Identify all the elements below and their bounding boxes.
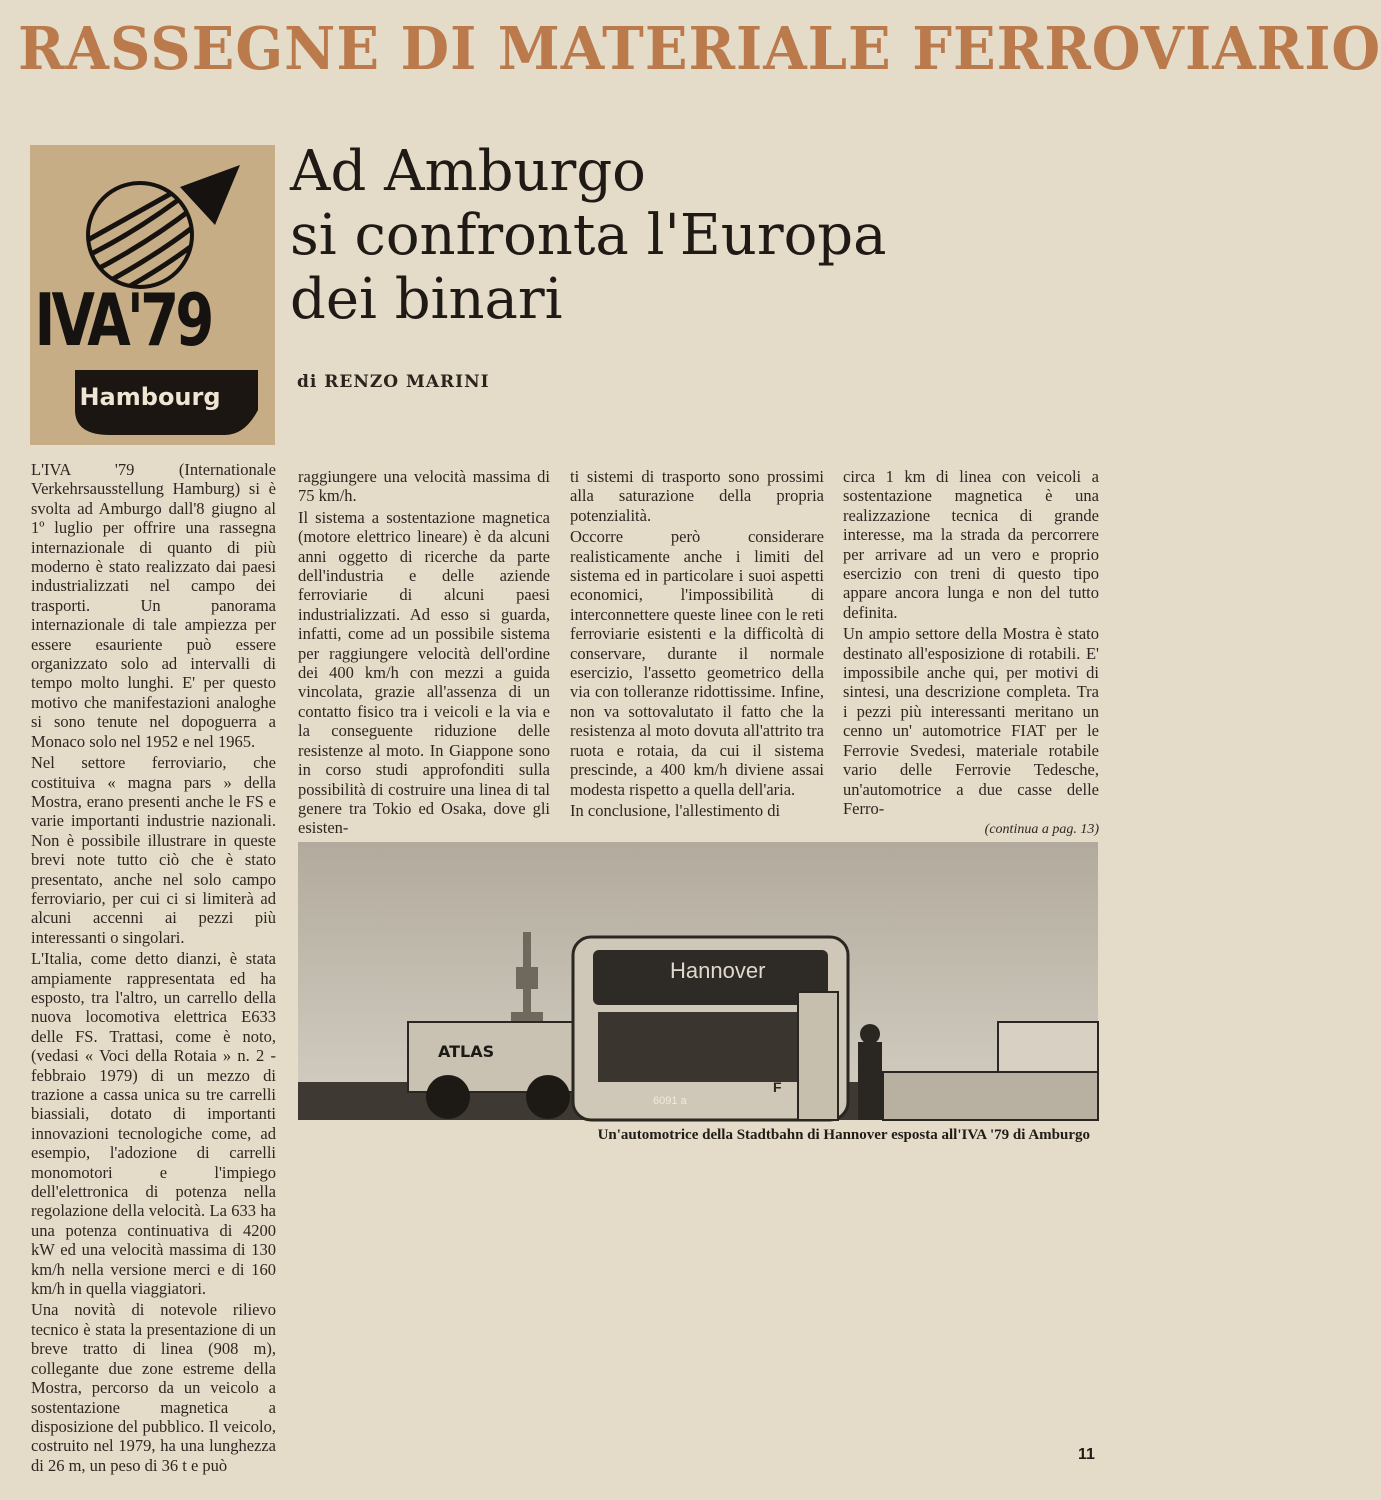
paragraph: In conclusione, l'allestimento di	[570, 800, 781, 820]
text-column-4	[843, 467, 1099, 842]
title-line: si confronta l'Europa	[290, 203, 887, 268]
title-line: Ad Amburgo	[290, 139, 646, 204]
tram-photo-image	[298, 842, 1098, 1120]
page-number: 11	[1078, 1446, 1095, 1463]
byline: di RENZO MARINI	[297, 372, 490, 392]
paragraph: L'IVA '79 (Internationale Verkehrsausstellung Hamburg) si è svolta ad Amburgo dall'8 giugno al 1º luglio per offrire una rassegna internazionale di quanto di più moderno è stato realizzato dai paesi industrializzati nel campo dei trasporti. Un panorama internazionale di tale ampiezza per essere esauriente può essere organizzato solo ad intervalli di tempo molto lunghi. E' per questo motivo che manifestazioni analoghe si sono tenute nel dopoguerra a Monaco solo nel 1952 e nel 1965.	[31, 460, 276, 751]
iva79-logo	[30, 145, 275, 445]
tram-photo	[298, 842, 1098, 1120]
paragraph: Un ampio settore della Mostra è stato destinato all'esposizione di rotabili. E' impossibile anche qui, per motivi di sintesi, una descrizione completa. Tra i pezzi più interessanti meritano un cenno un' automotrice FIAT per le Ferrovie Svedesi, materiale rotabile vario delle Ferrovie Tedesche, un'automotrice a due casse delle Ferro-	[843, 624, 1099, 818]
paragraph: circa 1 km di linea con veicoli a sostentazione magnetica è una realizzazione tecnica di grande interesse, ma la strada da percorrere per arrivare ad un vero e proprio esercizio con treni di questo tipo appare ancora lunga e non del tutto definita.	[843, 467, 1099, 622]
text-column-1	[31, 460, 276, 1477]
car-number: 6091 a	[653, 1095, 687, 1107]
text-column-3	[570, 467, 824, 822]
section-header: RASSEGNE DI MATERIALE FERROVIARIO	[18, 14, 1381, 84]
paragraph: raggiungere una velocità massima di 75 km/h.	[298, 467, 550, 506]
paragraph: Nel settore ferroviario, che costituiva « magna pars » della Mostra, erano presenti anche le FS e varie importanti industrie nazionali. Non è possibile illustrare in queste brevi note tutto ciò che è stato presentato, anche nel solo campo ferroviario, per cui ci si limiterà ad alcuni accenni ai pezzi più interessanti o singolari.	[31, 753, 276, 947]
continued-note: (continua a pag. 13)	[984, 822, 1099, 838]
paragraph: L'Italia, come detto dianzi, è stata ampiamente rappresentata ed ha esposto, tra l'altro, un carrello della nuova locomotiva elettrica E633 delle FS. Trattasi, come è noto, (vedasi « Voci della Rotaia » n. 2 - febbraio 1979) di un mezzo di trazione a cassa unica su tre carrelli biassiali, dotato di importanti innovazioni tecnologiche come, ad esempio, l'adozione di carrelli monomotori e l'impiego dell'elettronica di potenza nella regolazione della velocità. La 633 ha una potenza continuativa di 4200 kW ed una velocità massima di 130 km/h nella versione merci e di 160 km/h in quella viaggiatori.	[31, 949, 276, 1299]
paragraph: Il sistema a sostentazione magnetica (motore elettrico lineare) è da alcuni anni oggetto di ricerche da parte dell'industria e delle aziende ferroviarie di alcuni paesi industrializzati. Ad esso si guarda, infatti, come ad un possibile sistema per raggiungere velocità dell'ordine dei 400 km/h con mezzi a guida vincolata, grazie all'assenza di un contatto fisico tra i veicoli e la via e la conseguente riduzione delle resistenze al moto. In Giappone sono in corso studi approfonditi sulla possibilità di costruire una linea di tal genere tra Tokio ed Osaka, dove gli esisten-	[298, 507, 550, 838]
title-line: dei binari	[290, 267, 563, 332]
paragraph: Occorre però considerare realisticamente anche i limiti del sistema ed in particolare i suoi aspetti economici, l'impossibilità di interconnettere queste linee con le reti ferroviarie esistenti e la difficoltà di conservare, durante il normale esercizio, l'assetto geometrico della via con tolleranze ridottissime. Infine, non va sottovalutato il fatto che la resistenza al moto dovuta all'attrito tra ruota e rotaia, da cui il sistema prescinde, a 400 km/h diviene assai modesta rispetto a quella dell'aria.	[570, 527, 824, 799]
destination-sign: Hannover	[670, 958, 766, 983]
text-column-2	[298, 467, 550, 840]
logo-title: IVA'79	[34, 278, 211, 362]
paragraph: ti sistemi di trasporto sono prossimi alla saturazione della propria potenzialità.	[570, 467, 824, 525]
photo-caption: Un'automotrice della Stadtbahn di Hannover esposta all'IVA '79 di Amburgo	[597, 1127, 1090, 1143]
article-title	[290, 140, 990, 332]
excavator-brand: ATLAS	[438, 1042, 495, 1061]
side-letter: F	[773, 1079, 782, 1095]
paragraph: Una novità di notevole rilievo tecnico è stata la presentazione di un breve tratto di linea (908 m), collegante due zone estreme della Mostra, percorso da un veicolo a sostentazione magnetica a disposizione del pubblico. Il veicolo, costruito nel 1979, ha una lunghezza di 26 m, un peso di 36 t e può	[31, 1300, 276, 1475]
logo-city: Hambourg	[79, 383, 221, 411]
